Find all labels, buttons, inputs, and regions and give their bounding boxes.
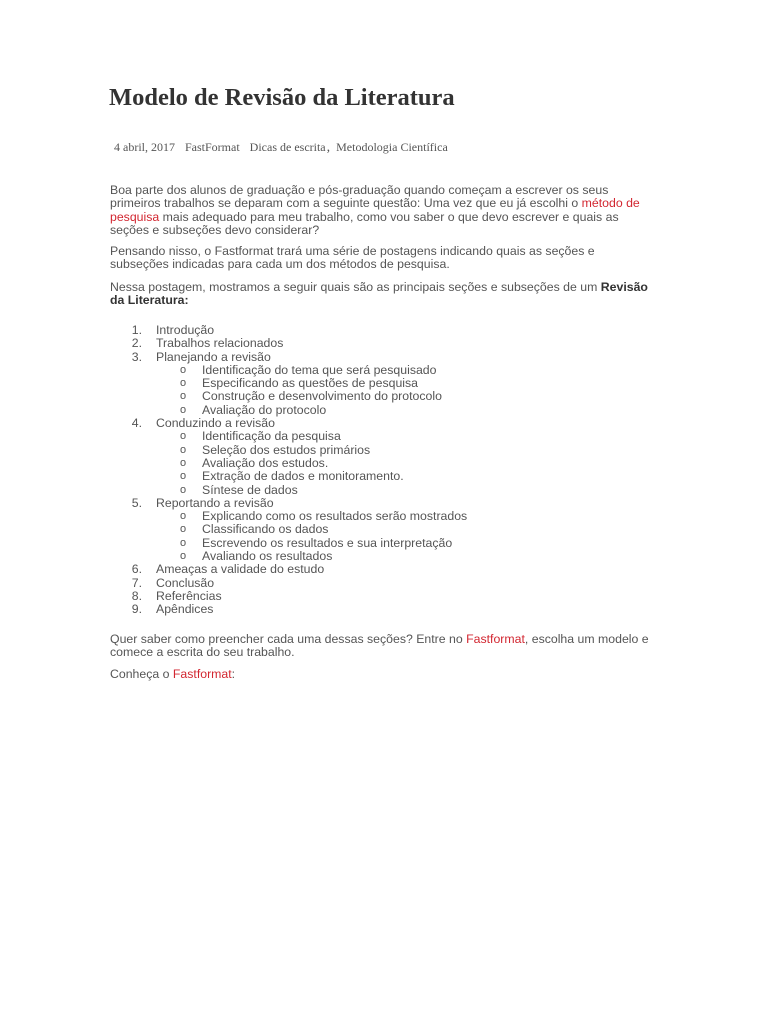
- intro-paragraph-1: [110, 184, 650, 237]
- list-item: 3. Planejando a revisão: [131, 349, 271, 364]
- intro-paragraph-3: [110, 281, 650, 308]
- category-link-metodologia[interactable]: Metodologia Científica: [336, 140, 448, 154]
- sub-list-item: o Identificação do tema que será pesquisado: [180, 362, 437, 377]
- list-item: 8. Referências: [131, 588, 222, 603]
- page-title: Modelo de Revisão da Literatura: [109, 84, 455, 111]
- sub-list-item: o Explicando como os resultados serão mostrados: [180, 509, 468, 524]
- post-date: 4 abril, 2017: [114, 140, 175, 154]
- list-item: 1. Introdução: [131, 323, 215, 337]
- outro-paragraph-2: [110, 668, 650, 681]
- intro-text-cont: mais adequado para meu trabalho, como vou saber o que devo escrever e quais as seções e subseções devo considerar?: [110, 209, 619, 237]
- intro-text: Boa parte dos alunos de graduação e pós-graduação quando começam a escrever os seus primeiros trabalhos se deparam com a seguinte questão: Uma vez que eu já escolhi o: [110, 183, 609, 211]
- sub-list-item: o Avaliando os resultados: [180, 549, 333, 564]
- sub-list-item: o Classificando os dados: [180, 522, 329, 537]
- sub-list-item: o Especificando as questões de pesquisa: [180, 376, 419, 391]
- conheca-text: Conheça o: [110, 667, 173, 681]
- outro-text: Quer saber como preencher cada uma dessas seções? Entre no: [110, 632, 467, 646]
- list-item: 5. Reportando a revisão: [131, 495, 274, 510]
- intro-paragraph-2: Pensando nisso, o Fastformat trará uma série de postagens indicando quais as seções e subseções indicadas para cada um dos métodos de pesquisa.: [110, 244, 595, 272]
- meta-separator: ,: [326, 140, 331, 155]
- sub-list-item: o Avaliação do protocolo: [180, 402, 327, 417]
- outro-text-cont: , escolha um modelo e comece a escrita do seu trabalho.: [110, 632, 649, 660]
- fastformat-link[interactable]: Fastformat: [466, 632, 525, 646]
- list-item: 7. Conclusão: [131, 575, 215, 590]
- outro-paragraph-1: [110, 633, 650, 660]
- category-link-dicas[interactable]: Dicas de escrita: [249, 140, 326, 154]
- list-item: 4. Conduzindo a revisão: [131, 416, 275, 431]
- sections-list: [110, 324, 650, 617]
- list-item: 6. Ameaças a validade do estudo: [131, 562, 325, 577]
- sub-list-item: o Identificação da pesquisa: [180, 429, 341, 444]
- sub-list-item: o Extração de dados e monitoramento.: [180, 469, 404, 484]
- colon-text: :: [231, 667, 236, 681]
- post-meta: [114, 140, 455, 156]
- sub-list-item: o Escrevendo os resultados e sua interpretação: [180, 535, 453, 550]
- sub-list-item: o Avaliação dos estudos.: [180, 455, 329, 470]
- sub-list-item: o Síntese de dados: [180, 482, 298, 497]
- sub-list-item: o Construção e desenvolvimento do protocolo: [180, 389, 442, 404]
- fastformat-link-2[interactable]: Fastformat: [172, 667, 232, 681]
- revisao-literatura-bold: Revisão da Literatura:: [110, 280, 648, 308]
- sub-list-item: o Seleção dos estudos primários: [180, 442, 371, 457]
- intro-text-3: Nessa postagem, mostramos a seguir quais são as principais seções e subseções de um: [110, 280, 601, 294]
- post-author-link[interactable]: FastFormat: [185, 140, 240, 154]
- list-item: 2. Trabalhos relacionados: [131, 336, 284, 351]
- list-item: 9. Apêndices: [131, 602, 214, 617]
- metodo-pesquisa-link[interactable]: método de pesquisa: [110, 196, 640, 224]
